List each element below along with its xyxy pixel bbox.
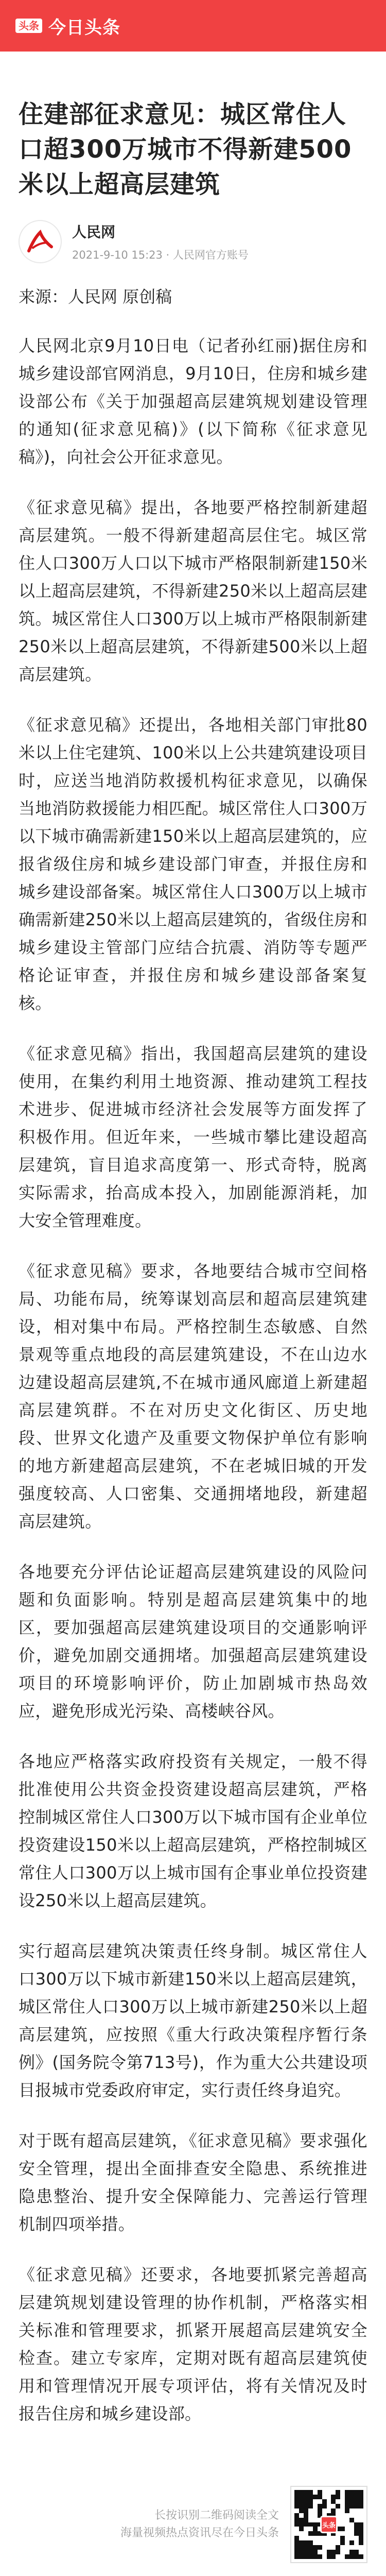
article-paragraph: 《征求意见稿》还提出，各地相关部门审批80米以上住宅建筑、100米以上公共建筑建设项目时，应送当地消防救援机构征求意见，以确保当地消防救援能力相匹配。城区常住人口300万以下城市确需新建150米以上超高层建筑的，应报省级住房和城乡建设部门审查，并报住房和城乡建设部备案。城区常住人口300万以上城市确需新建250米以上超高层建筑的，省级住房和城乡建设主管部门应结合抗震、消防等专题严格论证审查，并报住房和城乡建设部备案复核。 <box>19 715 367 1013</box>
qr-code-icon[interactable] <box>290 2486 367 2563</box>
article-paragraph: 对于既有超高层建筑，《征求意见稿》要求强化安全管理，提出全面排查安全隐患、系统推进隐患整治、提升安全保障能力、完善运行管理机制四项举措。 <box>19 2131 367 2234</box>
article-paragraph: 《征求意见稿》要求，各地要结合城市空间格局、功能布局，统筹谋划高层和超高层建筑建设，相对集中布局。严格控制生态敏感、自然景观等重点地段的高层建筑建设，不在山边水边建设超高层建筑,不在城市通风廊道上新建超高层建筑群。不在对历史文化街区、历史地段、世界文化遗产及重要文物保护单位有影响的地方新建超高层建筑，不在老城旧城的开发强度较高、人口密集、交通拥堵地段，新建超高层建筑。 <box>19 1261 367 1531</box>
author-name[interactable]: 人民网 <box>72 224 116 241</box>
footer-text <box>19 2507 290 2542</box>
footer-hint: 长按识别二维码阅读全文 <box>154 2509 279 2522</box>
qr-logo: 头条 <box>320 2516 338 2533</box>
article-body <box>19 332 367 2428</box>
app-name: 今日头条 <box>48 17 120 38</box>
author-row <box>19 219 367 264</box>
article-title: 住建部征求意见：城区常住人口超300万城市不得新建500米以上超高层建筑 <box>19 100 352 199</box>
article <box>0 97 386 2428</box>
publish-meta: 2021-9-10 15:23 · 人民网官方账号 <box>72 249 249 261</box>
author-meta <box>72 221 249 262</box>
article-paragraph: 各地应严格落实政府投资有关规定，一般不得批准使用公共资金投资建设超高层建筑，严格控制城区常住人口300万以下城市国有企业单位投资建设150米以上超高层建筑，严格控制城区常住人口300万以上城市国有企事业单位投资建设250米以上超高层建筑。 <box>19 1752 367 1910</box>
footer <box>0 2473 386 2576</box>
article-paragraph: 《征求意见稿》还要求，各地要抓紧完善超高层建筑规划建设管理的协作机制，严格落实相关标准和管理要求，抓紧开展超高层建筑安全检查。建立专家库，定期对既有超高层建筑使用和管理情况开展专项评估，将有关情况及时报告住房和城乡建设部。 <box>19 2265 367 2424</box>
article-paragraph: 实行超高层建筑决策责任终身制。城区常住人口300万以下城市新建150米以上超高层建筑，城区常住人口300万以上城市新建250米以上超高层建筑，应按照《重大行政决策程序暂行条例》(国务院令第713号)，作为重大公共建设项目报城市党委政府审定，实行责任终身追究。 <box>19 1941 367 2100</box>
footer-slogan: 海量视频热点资讯尽在今日头条 <box>120 2527 279 2539</box>
people-daily-logo-icon[interactable] <box>19 220 62 263</box>
article-paragraph: 《征求意见稿》指出，我国超高层建筑的建设使用，在集约利用土地资源、推动建筑工程技术进步、促进城市经济社会发展等方面发挥了积极作用。但近年来，一些城市攀比建设超高层建筑，盲目追求高度第一、形式奇特，脱离实际需求，抬高成本投入，加剧能源消耗，加大安全管理难度。 <box>19 1044 367 1230</box>
toutiao-logo: 头条 <box>15 19 42 33</box>
article-paragraph: 人民网北京9月10日电（记者孙红丽)据住房和城乡建设部官网消息，9月10日，住房和城乡建设部公布《关于加强超高层建筑规划建设管理的通知(征求意见稿)》(以下简称《征求意见稿》)，向社会公开征求意见。 <box>19 336 367 467</box>
app-header <box>0 0 386 52</box>
source-line: 来源：人民网 原创稿 <box>19 287 172 307</box>
article-paragraph: 各地要充分评估论证超高层建筑建设的风险问题和负面影响。特别是超高层建筑集中的地区，要加强超高层建筑建设项目的交通影响评价，避免加剧交通拥堵。加强超高层建筑建设项目的环境影响评价，防止加剧城市热岛效应，避免形成光污染、高楼峡谷风。 <box>19 1562 367 1721</box>
article-paragraph: 《征求意见稿》提出，各地要严格控制新建超高层建筑。一般不得新建超高层住宅。城区常住人口300万人口以下城市严格限制新建150米以上超高层建筑，不得新建250米以上超高层建筑。城区常住人口300万以上城市严格限制新建250米以上超高层建筑，不得新建500米以上超高层建筑。 <box>19 498 367 684</box>
